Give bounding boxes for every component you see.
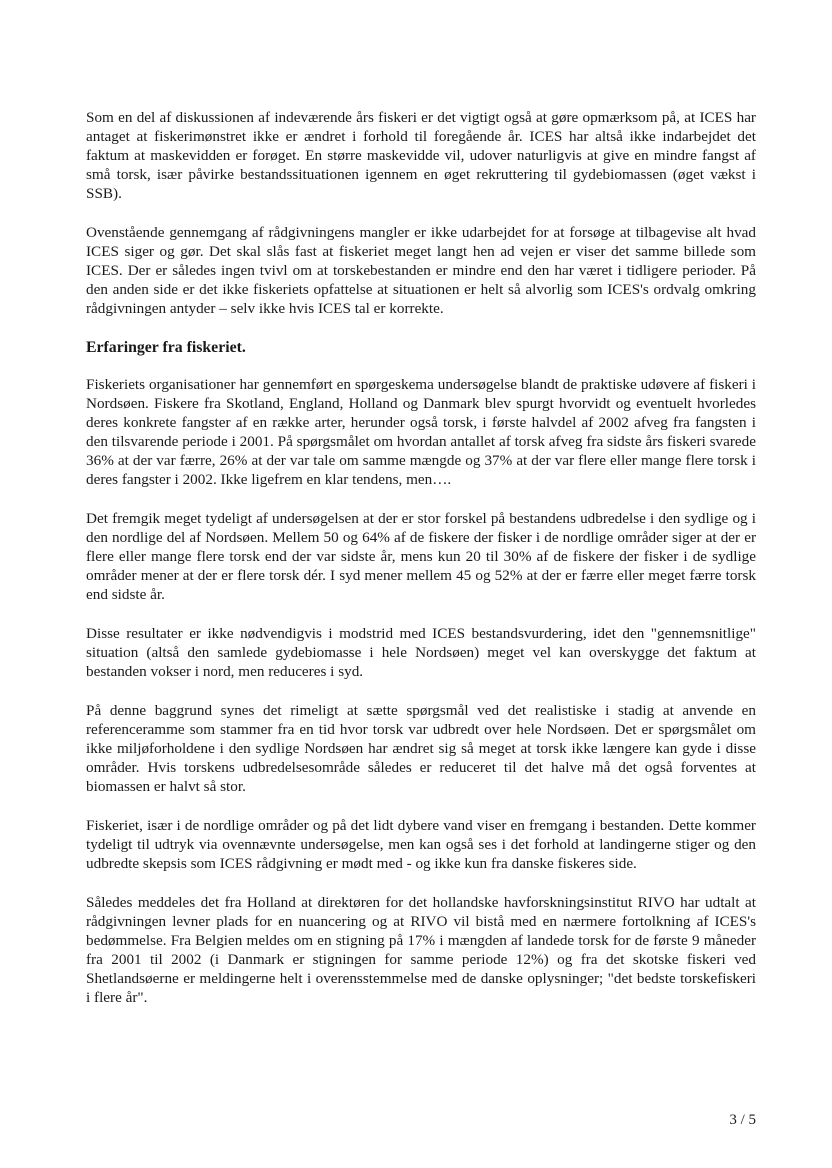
document-body — [86, 108, 756, 1027]
paragraph-international: Således meddeles det fra Holland at direktøren for det hollandske havforskningsinstitut RIVO har udtalt at rådgivningen levner plads for en nuancering og at RIVO vil bistå med en nærmere fortolkning af ICES's bedømmelse. Fra Belgien meldes om en stigning på 17% i mængden af landede torsk for de første 9 måneder fra 2001 til 2002 (i Danmark er stigningen for samme periode 12%) og fra det skotske fiskeri ved Shetlandsøerne er meldingerne helt i overensstemmelse med de danske oplysninger; "det bedste torskefiskeri i flere år". — [86, 894, 756, 1006]
paragraph-review-shortcomings: Ovenstående gennemgang af rådgivningens mangler er ikke udarbejdet for at forsøge at tilbagevise alt hvad ICES siger og gør. Det skal slås fast at fiskeriet meget langt hen ad vejen er viser det samme billede som ICES. Der er således ingen tvivl om at torskebestanden er mindre end den har været i tidligere perioder. På den anden side er det ikke fiskeriets opfattelse at situationen er helt så alvorlig som ICES's ordvalg omkring rådgivningen antyder – selv ikke hvis ICES tal er korrekte. — [86, 224, 756, 317]
paragraph-survey: Fiskeriets organisationer har gennemført en spørgeskema undersøgelse blandt de praktiske udøvere af fiskeri i Nordsøen. Fiskere fra Skotland, England, Holland og Danmark blev spurgt hvorvidt og eventuelt hvorledes deres konkrete fangster af en række arter, herunder også torsk, i første halvdel af 2002 afveg fra fangsten i den tilsvarende periode i 2001. På spørgsmålet om hvordan antallet af torsk afveg fra sidste års fiskeri svarede 36% at der var færre, 26% at der var tale om samme mængde og 37% at der var flere eller mange flere torsk i deres fangster i 2002. Ikke ligefrem en klar tendens, men…. — [86, 376, 756, 488]
paragraph-fishing-pattern: Som en del af diskussionen af indeværende års fiskeri er det vigtigt også at gøre opmærksom på, at ICES har antaget at fiskerimønstret ikke er ændret i forhold til foregående år. ICES har altså ikke indarbejdet det faktum at maskevidden er forøget. En større maskevidde vil, udover naturligvis at give en mindre fangst af små torsk, især påvirke bestandssituationen igennem en øget rekruttering til gydebiomassen (øget vækst i SSB). — [86, 109, 756, 202]
paragraph-reference-frame: På denne baggrund synes det rimeligt at sætte spørgsmål ved det realistiske i stadig at anvende en referenceramme som stammer fra en tid hvor torsk var udbredt over hele Nordsøen. Det er spørgsmålet om ikke miljøforholdene i den sydlige Nordsøen har ændret sig så meget at torsk ikke længere kan gyde i disse områder. Hvis torskens udbredelsesområde således er reduceret til det halve må det også forventes at biomassen er halvt så stor. — [86, 702, 756, 795]
page-number: 3 / 5 — [729, 1112, 756, 1128]
paragraph-ices-assessment: Disse resultater er ikke nødvendigvis i modstrid med ICES bestandsvurdering, idet den "gennemsnitlige" situation (altså den samlede gydebiomasse i hele Nordsøen) meget vel kan overskygge det faktum at bestanden vokser i nord, men reduceres i syd. — [86, 625, 756, 680]
paragraph-stock-growth: Fiskeriet, især i de nordlige områder og på det lidt dybere vand viser en fremgang i bestanden. Dette kommer tydeligt til udtryk via ovennævnte undersøgelse, men kan også ses i det forhold at landingerne stiger og den udbredte skepsis som ICES rådgivning er mødt med - og ikke kun fra danske fiskeres side. — [86, 817, 756, 872]
paragraph-north-south: Det fremgik meget tydeligt af undersøgelsen at der er stor forskel på bestandens udbredelse i den sydlige og i den nordlige del af Nordsøen. Mellem 50 og 64% af de fiskere der fisker i de nordlige områder siger at der er flere eller mange flere torsk end der var sidste år, mens kun 20 til 30% af de fiskere der fisker i de sydlige områder mener at der er flere torsk dér. I syd mener mellem 45 og 52% at der er færre eller meget færre torsk end sidste år. — [86, 510, 756, 603]
section-heading: Erfaringer fra fiskeriet. — [86, 339, 246, 356]
